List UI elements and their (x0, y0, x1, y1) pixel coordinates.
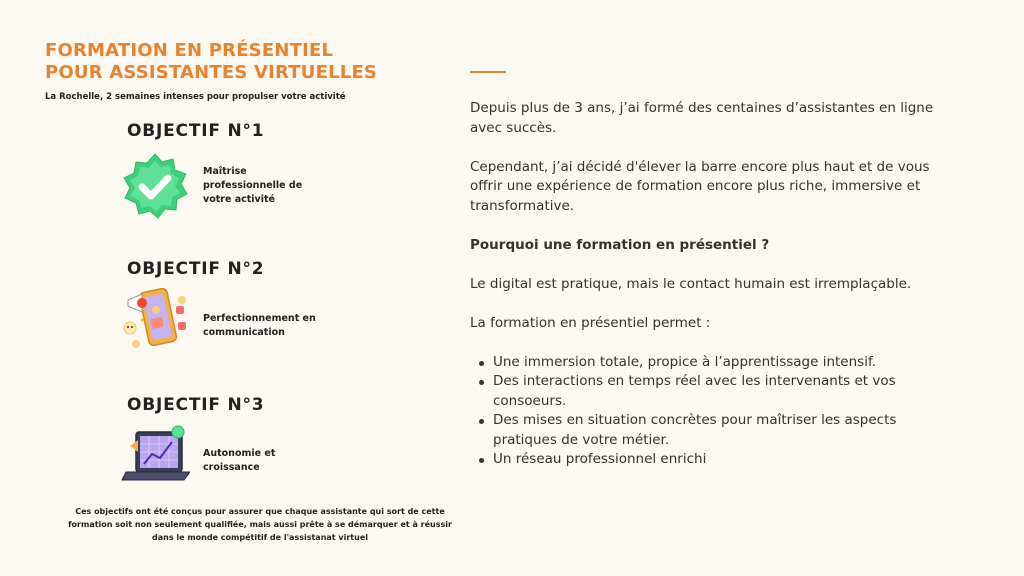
paragraph-permet: La formation en présentiel permet : (470, 314, 711, 331)
list-item: Un réseau professionnel enrichi (493, 450, 950, 470)
page-title (45, 40, 377, 84)
check-badge-icon (120, 152, 190, 222)
page-subtitle: La Rochelle, 2 semaines intenses pour propulser votre activité (45, 92, 346, 102)
benefits-list (493, 353, 950, 470)
objective-2-heading: OBJECTIF N°2 (127, 259, 265, 279)
phone-megaphone-icon (120, 286, 190, 356)
objective-1-heading: OBJECTIF N°1 (127, 121, 265, 141)
objective-3-heading: OBJECTIF N°3 (127, 395, 265, 415)
list-item: Une immersion totale, propice à l’apprentissage intensif. (493, 353, 950, 373)
paragraph-intro: Depuis plus de 3 ans, j’ai formé des centaines d’assistantes en ligne avec succès. (470, 100, 934, 136)
accent-divider (470, 71, 506, 73)
paragraph-digital: Le digital est pratique, mais le contact humain est irremplaçable. (470, 275, 912, 292)
question-heading: Pourquoi une formation en présentiel ? (470, 236, 770, 253)
title-line-1: FORMATION EN PRÉSENTIEL (45, 40, 334, 61)
objective-1-label: Maîtrise professionnelle de votre activité (203, 166, 303, 205)
laptop-chart-icon (120, 420, 190, 490)
objective-3-label: Autonomie et croissance (203, 448, 276, 473)
content-body (470, 99, 950, 470)
title-line-2: POUR ASSISTANTES VIRTUELLES (45, 62, 378, 83)
paragraph-decision: Cependant, j’ai décidé d'élever la barre encore plus haut et de vous offrir une expérience de formation encore plus riche, immersive et transformative. (470, 158, 930, 214)
list-item: Des interactions en temps réel avec les intervenants et vos consoeurs. (493, 372, 950, 411)
footer-note: Ces objectifs ont été conçus pour assurer que chaque assistante qui sort de cette formation soit non seulement qualifiée, mais aussi prête à se démarquer et à réussir dans le monde compétitif de l'assistanat virtuel (68, 507, 452, 542)
objective-2-label: Perfectionnement en communication (203, 313, 316, 338)
list-item: Des mises en situation concrètes pour maîtriser les aspects pratiques de votre métier. (493, 411, 950, 450)
